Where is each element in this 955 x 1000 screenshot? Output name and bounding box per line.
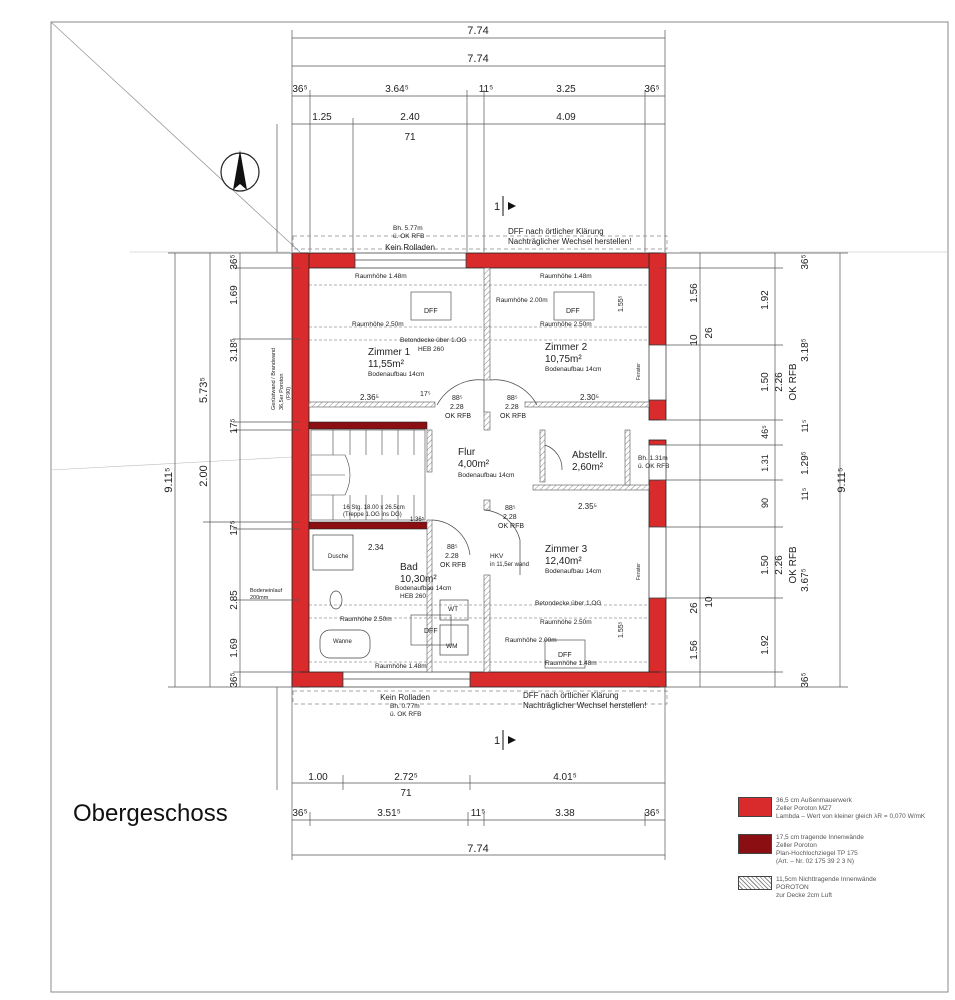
room-zimmer2-floor: Bodenaufbau 14cm xyxy=(545,366,602,373)
room-bad-area: 10,30m² xyxy=(400,574,437,585)
bh-bottom: Bh. 0.77m xyxy=(390,703,420,710)
door-label-2-h: 2.28 xyxy=(505,404,519,411)
right-dimensions xyxy=(660,253,848,687)
dim-right-b-2: 1.92 xyxy=(760,290,771,310)
dim-right-a-11: 1.50 xyxy=(760,555,771,575)
dim-overall-2: 7.74 xyxy=(467,53,489,65)
room-bad-name: Bad xyxy=(400,562,418,573)
room-abstellr-name: Abstellr. xyxy=(572,450,608,461)
door-label-3-h: 2.28 xyxy=(503,514,517,521)
dim-bottom-9: 36⁵ xyxy=(644,808,660,819)
door-label-4-w: 88⁵ xyxy=(447,544,458,551)
dim-left-inner-7: 1.69 xyxy=(229,638,240,658)
dff-bottom-2: Nachträglicher Wechsel herstellen! xyxy=(523,701,647,710)
dim-bottom-1: 1.00 xyxy=(308,772,328,783)
brandwand-3: (F90) xyxy=(286,386,292,400)
kein-rolladen-bottom: Kein Rolladen xyxy=(380,693,430,702)
section-mark-bottom-icon xyxy=(503,730,516,750)
dim-top-7: 2.40 xyxy=(400,112,420,123)
raumhoehe-148-a: Raumhöhe 1.48m xyxy=(355,273,407,280)
dim-top-4: 3.25 xyxy=(556,84,576,95)
dim-overall-1: 7.74 xyxy=(467,25,489,37)
legend-text: Plan-Hochlochziegel TP 175 xyxy=(776,850,858,857)
door-label-4-h: 2.28 xyxy=(445,553,459,560)
dim-left-inner-8: 36⁵ xyxy=(229,672,240,688)
dim-right-a-14: 10 xyxy=(704,596,715,608)
dim-right-b-9: 36⁵ xyxy=(800,672,811,688)
dim-right-a-2: 10 xyxy=(689,334,700,346)
door-label-4-ref: OK RFB xyxy=(440,562,467,569)
dim-right-a-15: 1.56 xyxy=(689,640,700,660)
stair-sub: (Treppe 1.OG ins DG) xyxy=(343,512,402,518)
dim-top-1: 36⁵ xyxy=(292,84,308,95)
door-label-2-w: 88⁵ xyxy=(507,395,518,402)
dim-155-a: 1.55⁵ xyxy=(618,295,625,312)
dim-bottom-overall: 7.74 xyxy=(467,843,489,855)
room-abstellr-area: 2,60m² xyxy=(572,462,604,473)
bodeneinlauf-label: Bodeneinlauf xyxy=(250,588,283,594)
dim-left-inner-3: 3.18⁵ xyxy=(229,338,240,362)
dim-right-b-5: 1.29⁵ xyxy=(800,451,811,475)
wt-label: WT xyxy=(448,606,459,613)
dim-top-6: 1.25 xyxy=(312,112,332,123)
legend-text: 11,5cm Nichttragende Innenwände xyxy=(776,876,877,883)
dim-right-a-1: 1.56 xyxy=(689,283,700,303)
room-zimmer1-area: 11,55m² xyxy=(368,359,404,370)
dim-left-inner-5: 17⁵ xyxy=(229,520,240,536)
dusche-label: Dusche xyxy=(328,554,349,560)
dim-bottom-6: 3.51⁵ xyxy=(377,808,401,819)
dim-right-b-8: 1.92 xyxy=(760,635,771,655)
legend-text: POROTON xyxy=(776,884,809,891)
dim-top-9: 71 xyxy=(404,132,416,143)
room-zimmer1-name: Zimmer 1 xyxy=(368,347,411,358)
raumhoehe-148-d: Raumhöhe 1.48m xyxy=(545,660,597,667)
legend-item-outer-wall xyxy=(738,797,948,823)
dim-right-b-6: 11⁵ xyxy=(800,487,810,501)
raumhoehe-200-a: Raumhöhe 2.00m xyxy=(496,297,548,304)
dim-left-mid-1: 5.73⁵ xyxy=(198,377,210,403)
raumhoehe-148-c: Raumhöhe 1.48m xyxy=(375,663,427,670)
raumhoehe-250-b: Raumhöhe 2.50m xyxy=(540,321,592,328)
dim-177: 17⁵ xyxy=(420,391,431,398)
legend-text: 36,5 cm Außenmauerwerk xyxy=(776,797,852,804)
room-zimmer2-name: Zimmer 2 xyxy=(545,342,588,353)
legend-text: Zeller Poroton MZ7 xyxy=(776,805,832,812)
dim-top-2: 3.64⁵ xyxy=(385,84,409,95)
stair-dim: 1.36⁵ xyxy=(410,517,425,523)
room-zimmer3-area: 12,40m² xyxy=(545,556,582,567)
legend-swatch-outer-wall xyxy=(738,797,772,817)
legend-item-inner-wall xyxy=(738,834,948,868)
wm-label: WM xyxy=(446,643,458,650)
dim-right-a-3: 26 xyxy=(704,327,715,339)
dim-bottom-7: 11⁵ xyxy=(470,808,486,819)
dim-235: 2.35⁵ xyxy=(578,502,597,511)
dim-top-3: 11⁵ xyxy=(478,84,494,95)
dim-236: 2.36⁵ xyxy=(360,393,379,402)
dim-234: 2.34 xyxy=(368,543,384,552)
dim-top-5: 36⁵ xyxy=(644,84,660,95)
door-label-3-ref: OK RFB xyxy=(498,523,525,530)
dim-bottom-3: 4.01⁵ xyxy=(553,772,577,783)
bh-bottom-sub: ü. OK RFB xyxy=(390,711,422,718)
bodeneinlauf-sub: 200mm xyxy=(250,595,269,601)
dff-label-4: DFF xyxy=(558,652,572,659)
dff-label-3: DFF xyxy=(424,628,438,635)
legend-item-partition xyxy=(738,876,948,902)
raumhoehe-250-d: Raumhöhe 2.50m xyxy=(540,619,592,626)
dim-right-a-9: 90 xyxy=(760,497,770,509)
bh-top: Bh. 5.77m xyxy=(393,225,423,232)
floor-title: Obergeschoss xyxy=(73,800,228,827)
door-label-1-w: 88⁵ xyxy=(452,395,463,402)
dim-right-a-5: 2.26 xyxy=(774,372,785,392)
legend-text: zur Decke 2cm Luft xyxy=(776,892,832,899)
dim-right-a-7: 46⁵ xyxy=(760,425,770,439)
dim-left-inner-6: 2.85 xyxy=(229,590,240,610)
dim-left-outer: 9.11⁵ xyxy=(163,467,175,493)
raumhoehe-200-b: Raumhöhe 2.00m xyxy=(505,637,557,644)
dim-155-b: 1.55⁵ xyxy=(618,621,625,638)
dff-top-2: Nachträglicher Wechsel herstellen! xyxy=(508,237,632,246)
bh-top-sub: ü. OK RFB xyxy=(393,233,425,240)
door-label-3-w: 88⁵ xyxy=(505,505,516,512)
dim-right-b-7: 3.67⁵ xyxy=(800,568,811,592)
bh-abstellr: Bh. 1.31m xyxy=(638,455,668,462)
dff-label-1: DFF xyxy=(424,308,438,315)
betondecke-bottom: Betondecke über 1.OG xyxy=(535,600,602,607)
bh-abstellr-sub: ü. OK RFB xyxy=(638,463,670,470)
hkv-sub: in 11,5er wand xyxy=(490,562,529,568)
room-flur-name: Flur xyxy=(458,447,476,458)
room-zimmer3-floor: Bodenaufbau 14cm xyxy=(545,568,602,575)
dim-right-a-6: OK RFB xyxy=(788,363,799,401)
room-zimmer3-name: Zimmer 3 xyxy=(545,544,588,555)
brandwand-2: 36,5er Poroton xyxy=(279,373,285,410)
heb-top: HEB 260 xyxy=(418,346,445,353)
dim-right-b-1: 36⁵ xyxy=(800,254,811,270)
dim-right-b-4: 11⁵ xyxy=(800,419,810,433)
dim-230: 2.30⁵ xyxy=(580,393,599,402)
legend-text: Lambda – Wert von kleiner gleich λR = 0,070 W/mK xyxy=(776,813,926,820)
door-label-1-h: 2.28 xyxy=(450,404,464,411)
section-label-bottom: 1 xyxy=(494,735,501,747)
fenster-label-1: Fenster xyxy=(636,363,642,380)
dim-bottom-4: 71 xyxy=(400,788,412,799)
section-mark-top-icon xyxy=(503,196,516,216)
raumhoehe-250-a: Raumhöhe 2.50m xyxy=(352,321,404,328)
room-bad-beam: HEB 260 xyxy=(400,593,427,600)
dim-bottom-2: 2.72⁵ xyxy=(394,772,418,783)
section-label-top: 1 xyxy=(494,201,501,213)
stair-label: 16 Stg. 18.00 x 26.5cm xyxy=(343,505,405,511)
dim-top-8: 4.09 xyxy=(556,112,576,123)
legend-swatch-inner-wall xyxy=(738,834,772,854)
door-label-2-ref: OK RFB xyxy=(500,413,527,420)
raumhoehe-250-c: Raumhöhe 2.50m xyxy=(340,616,392,623)
dff-label-2: DFF xyxy=(566,308,580,315)
raumhoehe-148-b: Raumhöhe 1.48m xyxy=(540,273,592,280)
dff-top-1: DFF nach örtlicher Klärung xyxy=(508,227,604,236)
bottom-dimensions xyxy=(277,687,665,860)
room-flur-area: 4,00m² xyxy=(458,459,490,470)
dim-bottom-5: 36⁵ xyxy=(292,808,308,819)
fenster-label-2: Fenster xyxy=(636,563,642,580)
legend-text: Zeller Poroton xyxy=(776,842,817,849)
left-dimensions xyxy=(168,253,300,687)
brandwand-1: Gerüstwand / Brandwand xyxy=(271,347,277,410)
dim-bottom-8: 3.38 xyxy=(555,808,575,819)
dim-right-b-3: 3.18⁵ xyxy=(800,338,811,362)
door-label-1-ref: OK RFB xyxy=(445,413,472,420)
room-zimmer2-area: 10,75m² xyxy=(545,354,582,365)
room-flur-floor: Bodenaufbau 14cm xyxy=(458,472,515,479)
dim-right-a-4: 1.50 xyxy=(760,372,771,392)
wanne-label: Wanne xyxy=(333,639,352,645)
roof-overhang xyxy=(293,236,670,704)
legend-text: (Art. – Nr. 02 175 39 2 3 N) xyxy=(776,858,855,865)
north-arrow-icon xyxy=(221,150,259,191)
dff-bottom-1: DFF nach örtlicher Klärung xyxy=(523,691,619,700)
legend-swatch-partition xyxy=(738,876,772,890)
betondecke-top: Betondecke über 1.OG xyxy=(400,337,467,344)
room-bad-floor: Bodenaufbau 14cm xyxy=(395,585,452,592)
dim-left-mid-2: 2.00 xyxy=(198,465,210,487)
dim-left-inner-2: 1.69 xyxy=(229,285,240,305)
lot-line xyxy=(51,22,300,252)
legend-text: 17,5 cm tragende Innenwände xyxy=(776,834,864,841)
dim-right-outer: 9.11⁵ xyxy=(836,467,848,493)
dim-right-a-12: OK RFB xyxy=(788,546,799,584)
dim-right-a-13: 26 xyxy=(689,602,700,614)
dim-right-a-8: 1.31 xyxy=(760,454,770,472)
dim-left-inner-4: 17⁵ xyxy=(229,418,240,434)
kein-rolladen-top: Kein Rolladen xyxy=(385,243,435,252)
room-zimmer1-floor: Bodenaufbau 14cm xyxy=(368,371,425,378)
dim-left-inner-1: 36⁵ xyxy=(229,254,240,270)
dim-right-a-10: 2.26 xyxy=(774,555,785,575)
hkv-label: HKV xyxy=(490,553,504,560)
